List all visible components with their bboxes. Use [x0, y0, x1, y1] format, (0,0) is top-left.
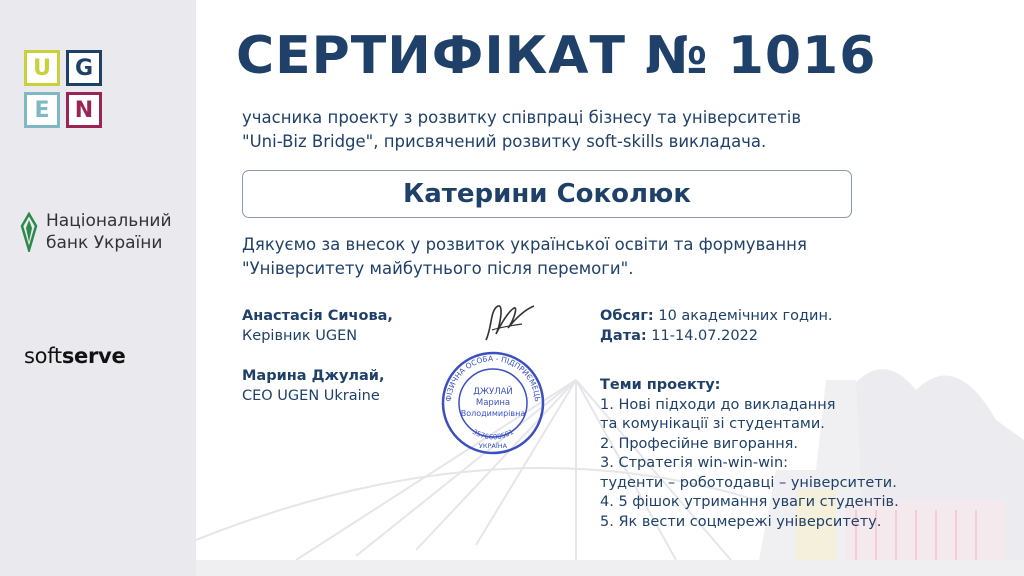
- date-value: 11-14.07.2022: [651, 328, 759, 344]
- certificate-title: СЕРТИФІКАТ № 1016: [236, 26, 877, 86]
- date-label: Дата:: [600, 328, 647, 344]
- topic-line: 5. Як вести соцмережі університету.: [600, 513, 882, 530]
- signatory-2: [242, 366, 384, 406]
- stamp-center-line1: ДЖУЛАЙ: [473, 387, 513, 397]
- ugen-logo: [24, 50, 102, 128]
- signatory-1-name: Анастасія Сичова,: [242, 308, 393, 324]
- ugen-letter-n: N: [66, 92, 102, 128]
- softserve-part1: soft: [24, 344, 62, 368]
- nbu-logo: [20, 210, 172, 254]
- thanks-text: [242, 233, 922, 281]
- softserve-logo: [24, 344, 125, 368]
- logo-sidebar: [0, 0, 196, 576]
- topics-title: Теми проекту:: [600, 377, 721, 393]
- topic-line: 1. Нові підходи до викладання: [600, 396, 836, 413]
- stamp-country: УКРАЇНА: [478, 442, 508, 450]
- nbu-emblem-icon: [20, 212, 38, 252]
- topic-line: 3. Стратегія win-win-win:: [600, 455, 789, 471]
- signatory-2-role: CEO UGEN Ukraine: [242, 388, 380, 404]
- topic-line: 4. 5 фішок утримання уваги студентів.: [600, 494, 899, 510]
- stamp-code: 3576608501: [470, 427, 516, 442]
- ugen-letter-e: E: [24, 92, 60, 128]
- stamp-center-line2: Марина: [475, 398, 511, 408]
- signatory-1: [242, 306, 393, 346]
- ugen-letter-g: G: [66, 50, 102, 86]
- thanks-line1: Дякуємо за внесок у розвиток української освіти та формування: [242, 235, 807, 254]
- volume-row: [600, 306, 833, 326]
- date-row: [600, 326, 833, 346]
- nbu-line2: банк України: [46, 233, 163, 253]
- volume-value: 10 академічних годин.: [658, 308, 833, 324]
- subtitle-line2: "Uni-Biz Bridge", присвячений розвитку soft-skills викладача.: [242, 132, 767, 151]
- recipient-name: Катерини Соколюк: [242, 170, 852, 218]
- svg-text:3576608501: [471, 428, 515, 442]
- softserve-part2: serve: [61, 344, 126, 368]
- subtitle-line1: учасника проекту з розвитку співпраці бізнесу та університетів: [242, 108, 802, 127]
- handwritten-signature: [478, 300, 538, 344]
- certificate-details: [600, 306, 833, 346]
- certificate-body: [196, 0, 1024, 576]
- stamp-outer-text: ФІЗИЧНА ОСОБА - ПІДПРИЄМЕЦЬ: [443, 353, 543, 403]
- signatory-1-role: Керівник UGEN: [242, 328, 358, 344]
- topic-line: туденти – роботодавці – університети.: [600, 474, 897, 491]
- topic-line: 2. Професійне вигорання.: [600, 435, 799, 452]
- topic-line: та комунікації зі студентами.: [600, 416, 825, 432]
- thanks-line2: "Університету майбутнього після перемоги".: [242, 259, 634, 278]
- project-topics: [600, 376, 899, 532]
- certificate-subtitle: [242, 106, 882, 154]
- signatory-2-name: Марина Джулай,: [242, 368, 385, 384]
- nbu-line1: Національний: [46, 211, 172, 231]
- volume-label: Обсяг:: [600, 308, 654, 324]
- official-stamp: [440, 350, 546, 456]
- stamp-center-line3: Володимирівна: [460, 409, 526, 418]
- ugen-letter-u: U: [24, 50, 60, 86]
